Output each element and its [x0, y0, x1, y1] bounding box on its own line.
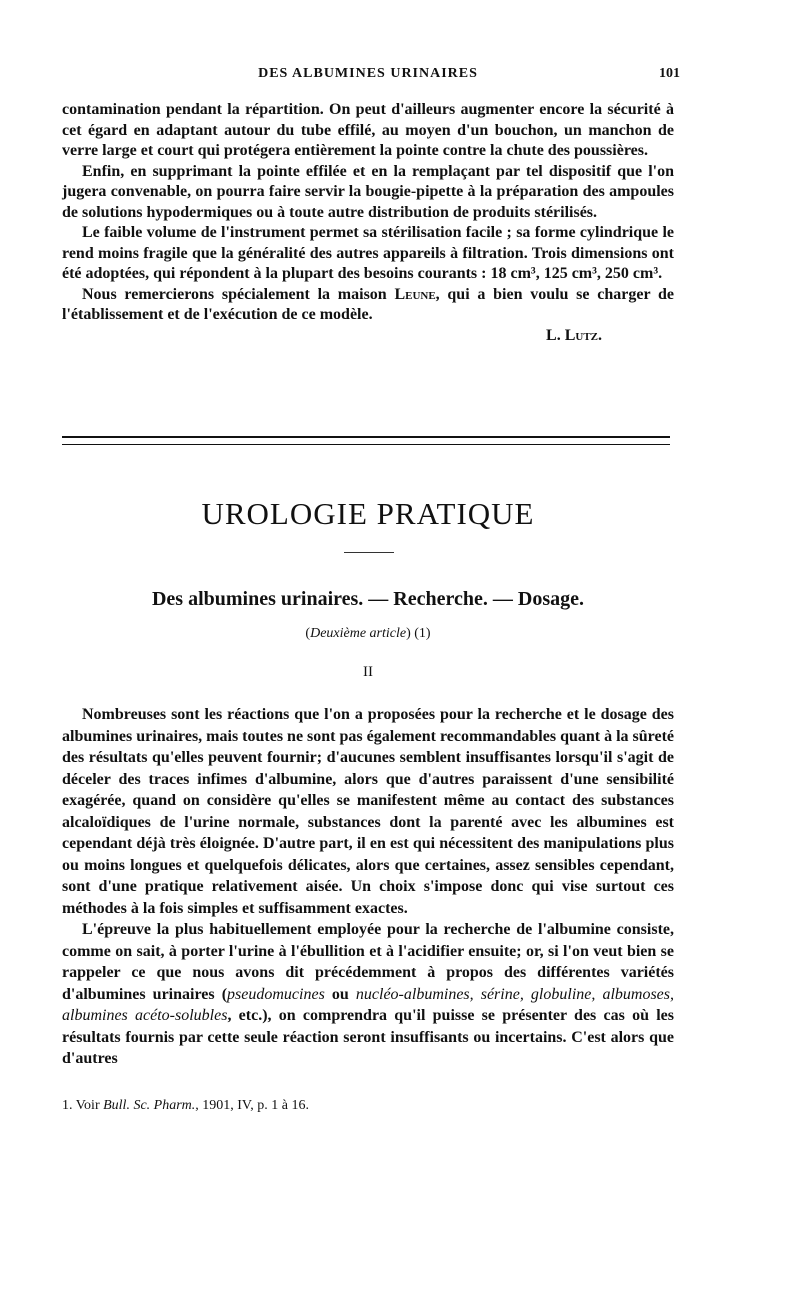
- section-title: UROLOGIE PRATIQUE: [201, 496, 535, 531]
- paragraph: Nombreuses sont les réactions que l'on a proposées pour la recherche et le dosage des albumines urinaires, mais toutes ne sont pas également recommandables quant à la sûreté des résultats qu'elles peuvent fournir; d'aucunes semblent insuffisantes lorsqu'il s'agit de déceler des traces infimes d'albumine, alors que d'autres paraissent d'une sensibilité exagérée, quand on considère qu'elles se manifestent même au contact des substances alcaloïdiques de l'urine normale, substances dont la parenté avec les albumines est cependant déjà très éloignée. D'autre part, il en est qui nécessitent des manipulations plus ou moins longues et quelquefois délicates, alors que certaines, assez sensibles cependant, sont d'une pratique relativement aisée. Un choix s'impose donc qui vise surtout ces méthodes à la fois simples et suffisamment exactes.: [62, 706, 675, 917]
- text-run: (: [305, 626, 311, 641]
- running-title: DES ALBUMINES URINAIRES: [258, 66, 478, 81]
- text-run: 1. Voir: [62, 1098, 104, 1113]
- text-run: , qui a bien voulu se charger de l'établissement et de l'exécution de ce modèle.: [62, 285, 675, 323]
- text-run: Nous remercierons spécialement la maison: [82, 285, 395, 303]
- running-head: [62, 66, 680, 88]
- previous-article-end: [62, 100, 674, 346]
- paragraph: contamination pendant la répartition. On peut d'ailleurs augmenter encore la sécurité à cet égard en adaptant autour du tube effilé, au moyen d'un bouchon, un manchon de verre large et court qui protégera entièrement la pointe contre la chute des poussières.: [62, 101, 674, 159]
- article-title: Des albumines urinaires. — Recherche. — Dosage.: [151, 588, 584, 610]
- text-run: , 1901, IV, p. 1 à 16.: [195, 1098, 309, 1113]
- paragraph: Enfin, en supprimant la pointe effilée et en la remplaçant par tel dispositif que l'on jugera convenable, on pourra faire servir la bougie-pipette à la préparation des ampoules de solutions hypodermiques ou à toute autre distribution de produits stérilisés.: [62, 162, 674, 221]
- text-run: ) (1): [406, 626, 431, 641]
- text-run: , etc.), on comprendra qu'il puisse se présenter des cas où les résultats fournis par cette seule réaction seront insuffisants ou incertains. C'est alors que d'autres: [62, 1007, 674, 1067]
- footnote: [62, 1098, 674, 1114]
- article-body: [62, 704, 674, 1070]
- subtitle-italic: Deuxième article: [310, 626, 407, 641]
- company-name: Leune: [394, 285, 436, 303]
- paragraph: Le faible volume de l'instrument permet sa stérilisation facile ; sa forme cylindrique le rend moins fragile que la généralité des autres appareils à filtration. Trois dimensions ont été adoptées, qui répondent à la plupart des besoins courants : 18 cm³, 125 cm³, 250 cm³.: [62, 224, 674, 282]
- italic-term: pseudomucines: [227, 985, 325, 1003]
- section-number: II: [363, 664, 373, 680]
- text-run: ou: [324, 985, 356, 1003]
- text-run: L'épreuve la plus habituellement employée pour la recherche de l'albumine consiste, comme on sait, à porter l'urine à l'ébullition et à l'acidifier ensuite; or, si l'on veut bien se rappeler ce que nous avons dit précédemment à propos des différentes variétés d'albumines urinaires (: [62, 921, 674, 1003]
- signature-initial: L.: [546, 326, 565, 344]
- section-divider: [62, 436, 670, 445]
- page-number: 101: [659, 66, 680, 81]
- short-divider: [344, 552, 394, 553]
- signature: [62, 326, 602, 347]
- paragraph: [62, 919, 674, 1070]
- paragraph: [62, 285, 674, 326]
- article-subtitle: [62, 626, 674, 642]
- signature-name: Lutz.: [564, 326, 602, 344]
- footnote-journal: Bull. Sc. Pharm.: [103, 1098, 196, 1113]
- italic-term: nucléo-albumines, sérine, globuline, albumoses, albumines acéto-solubles: [62, 985, 675, 1024]
